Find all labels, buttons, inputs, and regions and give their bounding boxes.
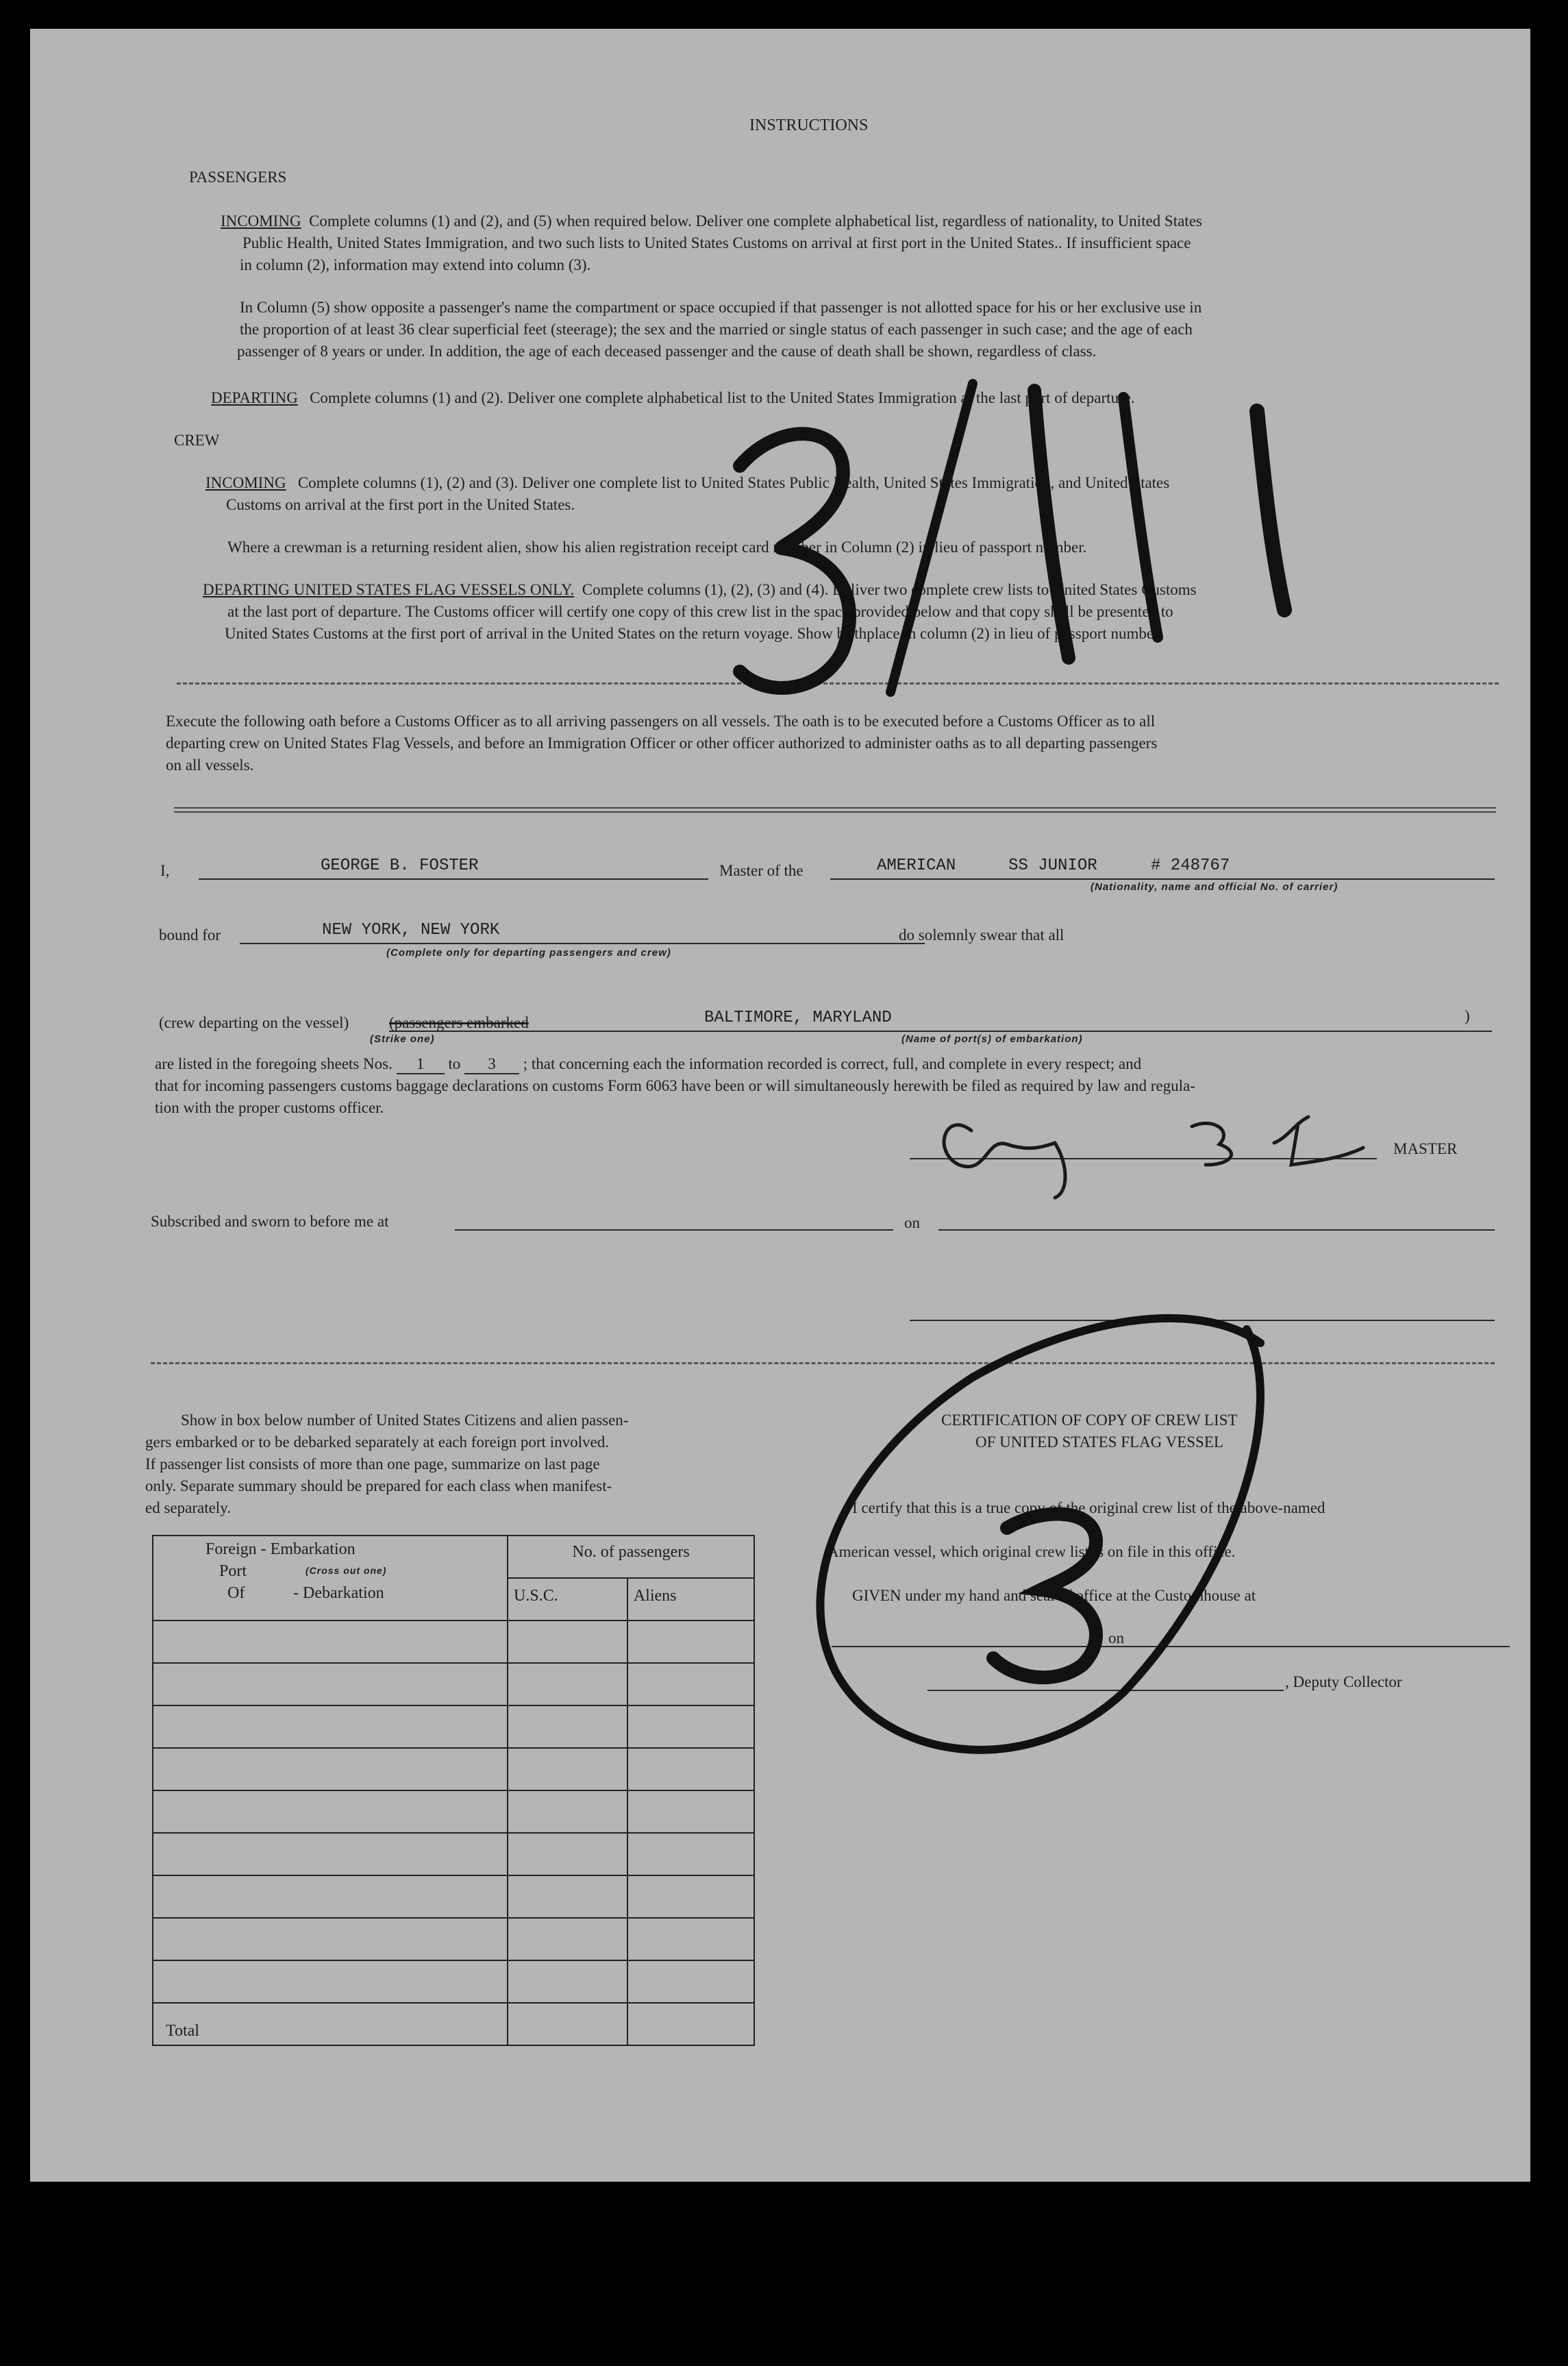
col-port: Port — [219, 1562, 247, 1580]
incoming-label: INCOMING — [221, 212, 301, 230]
embarkation-field[interactable]: BALTIMORE, MARYLAND — [704, 1009, 892, 1027]
total-label: Total — [153, 2003, 508, 2045]
departing-flag-label: DEPARTING UNITED STATES FLAG VESSELS ONLY. — [203, 581, 575, 598]
bound-for-line — [240, 943, 925, 944]
crew-heading: CREW — [174, 432, 220, 449]
incoming-passengers-line-1 — [221, 212, 1202, 230]
departing-text: Complete columns (1) and (2). Deliver one complete alphabetical list to the United States Immigration at the last port of departure. — [310, 389, 1135, 406]
column5-text-3: passenger of 8 years or under. In addition, the age of each deceased passenger and the cause of death shall be shown, regardless of class. — [237, 343, 1097, 360]
col-of: Of — [227, 1584, 245, 1602]
table-row-aliens[interactable] — [627, 1621, 754, 1663]
sheets-line-1 — [155, 1055, 1141, 1074]
sheets-text-3: tion with the proper customs officer. — [155, 1099, 384, 1116]
table-row-aliens[interactable] — [627, 1875, 754, 1918]
vessel-number-field[interactable]: # 248767 — [1151, 857, 1230, 875]
vessel-line — [830, 878, 1495, 880]
oath-divider — [174, 807, 1496, 813]
officer-signature-line — [910, 1320, 1495, 1321]
subscribed-place-line — [455, 1229, 893, 1231]
section-divider-dashed — [177, 682, 1499, 685]
close-paren: ) — [1465, 1007, 1470, 1024]
table-row-aliens[interactable] — [627, 1960, 754, 2003]
departing-flag-text-1: Complete columns (1), (2), (3) and (4). Deliver two complete crew lists to United States Customs — [582, 581, 1197, 598]
sheets-suffix: ; that concerning each the information recorded is correct, full, and complete in every respect; and — [523, 1055, 1142, 1072]
certification-date-line — [832, 1646, 1510, 1647]
departing-flag-text-3: United States Customs at the first port of arrival in the United States on the return voyage. Show birthplace in column (2) in lieu of passport number. — [225, 625, 1162, 642]
table-row-port[interactable] — [153, 1875, 508, 1918]
table-row-usc[interactable] — [508, 1790, 627, 1833]
certification-heading-2: OF UNITED STATES FLAG VESSEL — [975, 1433, 1223, 1451]
strike-caption: (Strike one) — [370, 1033, 435, 1045]
table-row-aliens[interactable] — [627, 1663, 754, 1705]
sheets-to: to — [448, 1055, 461, 1072]
total-usc[interactable] — [508, 2003, 627, 2045]
departing-flag-text-2: at the last port of departure. The Customs officer will certify one copy of this crew list in the space provided below and that copy shall be presented to — [227, 603, 1173, 620]
table-row-port[interactable] — [153, 1705, 508, 1748]
passenger-summary-table — [152, 1535, 755, 2046]
table-row-port[interactable] — [153, 1918, 508, 1960]
table-row-aliens[interactable] — [627, 1705, 754, 1748]
struck-passengers-text: (passengers embarked — [389, 1014, 529, 1031]
instructions-title: INSTRUCTIONS — [749, 116, 869, 134]
master-name-line — [199, 878, 708, 880]
embarkation-line — [389, 1031, 1492, 1032]
table-row-usc[interactable] — [508, 1918, 627, 1960]
departing-passengers-line — [211, 389, 1135, 407]
table-row-port[interactable] — [153, 1833, 508, 1875]
sheet-to-field[interactable]: 3 — [464, 1055, 519, 1074]
oath-text-2: departing crew on United States Flag Vessels, and before an Immigration Officer or other officer authorized to administer oaths as to all departing passengers — [166, 735, 1158, 752]
summary-text-2: gers embarked or to be debarked separately at each foreign port involved. — [145, 1433, 609, 1451]
col-aliens: Aliens — [627, 1578, 754, 1621]
table-row-usc[interactable] — [508, 1663, 627, 1705]
table-row-usc[interactable] — [508, 1748, 627, 1790]
table-row-usc[interactable] — [508, 1960, 627, 2003]
bound-for-label: bound for — [159, 926, 221, 944]
table-row-port[interactable] — [153, 1790, 508, 1833]
departing-flag-line-1 — [203, 581, 1197, 599]
column5-text-1: In Column (5) show opposite a passenger's name the compartment or space occupied if that passenger is not allotted space for his or her exclusive use in — [240, 299, 1202, 316]
certification-text-2: American vessel, which original crew list is on file in this office. — [827, 1543, 1236, 1560]
bound-for-caption: (Complete only for departing passengers and crew) — [386, 947, 671, 959]
col-cross: (Cross out one) — [306, 1565, 387, 1576]
incoming-text-3: in column (2), information may extend into column (3). — [240, 256, 591, 273]
table-row-aliens[interactable] — [627, 1748, 754, 1790]
document-page — [30, 29, 1530, 2182]
embarkation-caption: (Name of port(s) of embarkation) — [901, 1033, 1083, 1045]
vessel-name-field[interactable]: SS JUNIOR — [1008, 857, 1097, 875]
master-label: MASTER — [1393, 1140, 1458, 1157]
signature-line — [910, 1158, 1377, 1159]
vessel-caption: (Nationality, name and official No. of carrier) — [1091, 881, 1339, 893]
sheets-prefix: are listed in the foregoing sheets Nos. — [155, 1055, 393, 1072]
table-row-usc[interactable] — [508, 1621, 627, 1663]
crew-incoming-label: INCOMING — [206, 474, 286, 491]
master-name-field[interactable]: GEORGE B. FOSTER — [321, 857, 479, 875]
summary-text-1: Show in box below number of United States Citizens and alien passen- — [181, 1412, 629, 1429]
summary-text-3: If passenger list consists of more than one page, summarize on last page — [145, 1455, 600, 1472]
table-row-port[interactable] — [153, 1621, 508, 1663]
table-row-port[interactable] — [153, 1748, 508, 1790]
certification-heading-1: CERTIFICATION OF COPY OF CREW LIST — [941, 1412, 1238, 1429]
table-row-usc[interactable] — [508, 1705, 627, 1748]
certification-text-3: GIVEN under my hand and seal of office at the Customhouse at — [852, 1587, 1256, 1604]
incoming-text-1: Complete columns (1) and (2), and (5) when required below. Deliver one complete alphabetical list, regardless of nationality, to United States — [309, 212, 1202, 230]
col-usc: U.S.C. — [508, 1578, 627, 1621]
deputy-signature-line — [928, 1690, 1284, 1691]
oath-text-1: Execute the following oath before a Customs Officer as to all arriving passengers on all vessels. The oath is to be executed before a Customs Officer as to all — [166, 713, 1156, 730]
subscribed-on-label: on — [904, 1214, 920, 1231]
crew-incoming-text-2: Customs on arrival at the first port in the United States. — [226, 496, 575, 513]
table-row-aliens[interactable] — [627, 1790, 754, 1833]
certification-text-1: I certify that this is a true copy of the original crew list of the above-named — [852, 1499, 1326, 1516]
subscribed-date-line — [938, 1229, 1495, 1231]
swear-text: do solemnly swear that all — [899, 926, 1065, 944]
col-debarkation: - Debarkation — [293, 1584, 384, 1602]
port-header — [153, 1536, 508, 1621]
sheets-text-2: that for incoming passengers customs baggage declarations on customs Form 6063 have been or will simultaneously herewith be filed as required by law and regula- — [155, 1077, 1195, 1094]
sheet-from-field[interactable]: 1 — [397, 1055, 445, 1074]
col-foreign: Foreign - Embarkation — [206, 1540, 356, 1558]
certification-on-label: on — [1108, 1629, 1124, 1647]
table-row-port[interactable] — [153, 1663, 508, 1705]
deputy-label: , Deputy Collector — [1285, 1673, 1402, 1690]
summary-text-4: only. Separate summary should be prepared for each class when manifest- — [145, 1477, 612, 1494]
subscribed-label: Subscribed and sworn to before me at — [151, 1213, 389, 1230]
table-row-aliens[interactable] — [627, 1833, 754, 1875]
crew-incoming-text-1: Complete columns (1), (2) and (3). Deliver one complete list to United States Public Health, United States Immigration, and United States — [297, 474, 1170, 491]
summary-text-5: ed separately. — [145, 1499, 231, 1516]
i-label: I, — [160, 862, 170, 879]
bound-for-field[interactable]: NEW YORK, NEW YORK — [322, 921, 500, 939]
oath-text-3: on all vessels. — [166, 756, 254, 774]
vessel-nationality-field[interactable]: AMERICAN — [877, 857, 956, 875]
crew-incoming-line-1 — [206, 474, 1169, 492]
table-row-usc[interactable] — [508, 1875, 627, 1918]
col-passengers: No. of passengers — [508, 1536, 754, 1578]
departing-label: DEPARTING — [211, 389, 298, 406]
table-row-usc[interactable] — [508, 1833, 627, 1875]
lower-divider-dashed — [151, 1362, 1495, 1364]
incoming-text-2: Public Health, United States Immigration, and two such lists to United States Customs on arrival at first port in the United States.. If insufficient space — [242, 234, 1191, 251]
total-aliens[interactable] — [627, 2003, 754, 2045]
column5-text-2: the proportion of at least 36 clear superficial feet (steerage); the sex and the married or single status of each passenger in such case; and the age of each — [240, 321, 1193, 338]
table-row-port[interactable] — [153, 1960, 508, 2003]
crewman-text: Where a crewman is a returning resident alien, show his alien registration receipt card number in Column (2) in lieu of passport number. — [227, 539, 1087, 556]
passengers-heading: PASSENGERS — [189, 169, 287, 186]
crew-departing-label: (crew departing on the vessel) — [159, 1014, 349, 1031]
master-of-the-label: Master of the — [719, 862, 804, 879]
table-row-aliens[interactable] — [627, 1918, 754, 1960]
